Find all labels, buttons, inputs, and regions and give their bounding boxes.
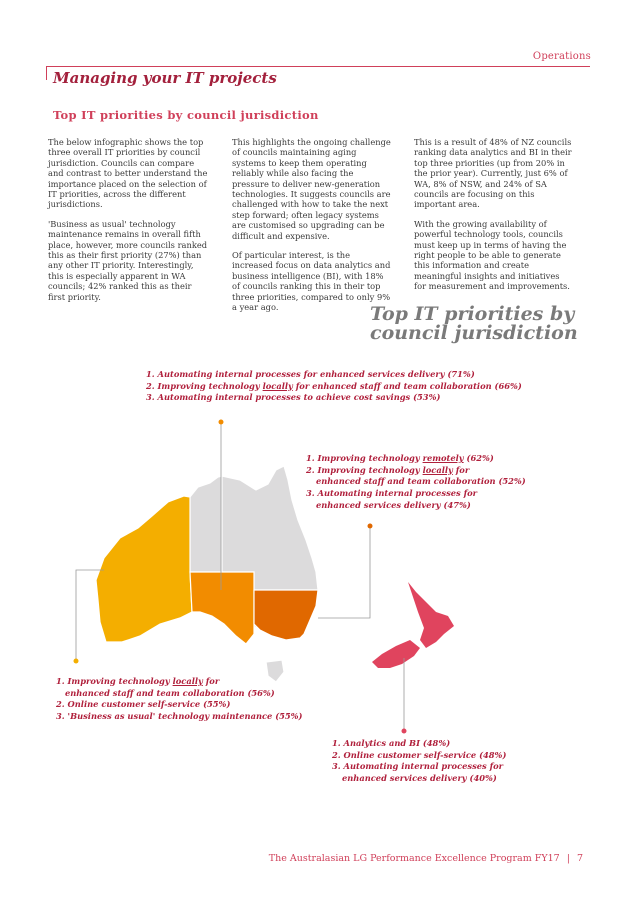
infographic-title-line: Top IT priorities by [370,303,575,325]
priority-item: enhanced services delivery (40%) [342,773,497,784]
priority-item: 1. Improving technology locally for [56,676,220,686]
infographic-title-line: council jurisdiction [370,322,578,344]
nz-marker [402,729,407,734]
priority-item: enhanced services delivery (47%) [316,499,471,510]
nsw-priorities [306,453,526,512]
paragraph: This is a result of 48% of NZ councils ranking data analytics and BI in their top three priorities (up from 20% in the prior year). Currently, just 6% of WA, 8% of NSW, and 24% of SA councils are focusing on this important area. [414,137,572,210]
wa-region [96,496,192,642]
nz-priorities [332,738,506,785]
section-label: Operations [532,51,591,62]
paragraph: 'Business as usual' technology maintenance remains in overall fifth place, however, more councils ranked this as their first priority (27%) than any other IT priority. Interestingly, this is especially apparent in WA councils; 42% ranked this as their first priority. [48,218,208,302]
priority-item: 2. Improving technology locally for [306,464,470,475]
paragraph: With the growing availability of powerful technology tools, councils must keep up in terms of having the right people to be able to generate this information and create meaningful insights and initiatives for measurement and improvements. [414,218,570,292]
footer-program: The Australasian LG Performance Excellence Program FY17 [268,853,560,864]
nz-south-island [372,640,420,668]
page-subtitle: Top IT priorities by council jurisdiction [53,108,319,122]
priority-item: enhanced staff and team collaboration (52%) [316,476,526,487]
nsw-region [254,590,318,640]
nt-region [190,476,222,572]
wa-marker [74,659,79,664]
paragraph: Of particular interest, is the increased focus on data analytics and business intelligence (BI), with 18% of councils ranking this in their top three priorities, compared to only 9% a year ago. [232,250,391,313]
paragraph: The below infographic shows the top three overall IT priorities by council jurisdiction. Councils can compare and contrast to better understand the importance placed on the selection of IT priorities, across the different jurisdictions. [48,137,208,210]
footer-separator: | [566,853,570,864]
page-number: 7 [576,853,583,864]
page-title: Managing your IT projects [53,69,277,87]
priority-item: 2. Online customer self-service (48%) [332,749,507,760]
priority-item: 3. Automating internal processes for [332,761,504,772]
page-footer [269,853,583,864]
priority-item: 1. Analytics and BI (48%) [332,738,451,748]
priority-item: 3. Automating internal processes for [306,488,478,499]
priority-item: 2. Online customer self-service (55%) [56,699,231,710]
nsw-connector [318,526,370,618]
nz-north-island [408,582,454,648]
priority-item: 1. Automating internal processes for enhanced services delivery (71%) [146,369,475,379]
sa-region [190,572,254,644]
priority-item: 3. Automating internal processes to achieve cost savings (53%) [146,392,441,403]
paragraph: This highlights the ongoing challenge of councils maintaining aging systems to keep them operating reliably while also facing the pressure to deliver new-generation technologies. It suggests councils are challenged with how to take the next step forward; often legacy systems are customised so upgrading can be difficult and expensive. [232,137,391,241]
sa-marker [219,420,224,425]
sa-priorities [146,369,522,404]
priority-item: 2. Improving technology locally for enhanced staff and team collaboration (66%) [146,380,522,391]
priority-item: 3. 'Business as usual' technology maintenance (55%) [56,711,303,722]
priority-item: 1. Improving technology remotely (62%) [306,453,494,463]
wa-priorities [56,676,302,723]
nsw-marker [368,524,373,529]
priority-item: enhanced staff and team collaboration (56%) [65,687,275,698]
